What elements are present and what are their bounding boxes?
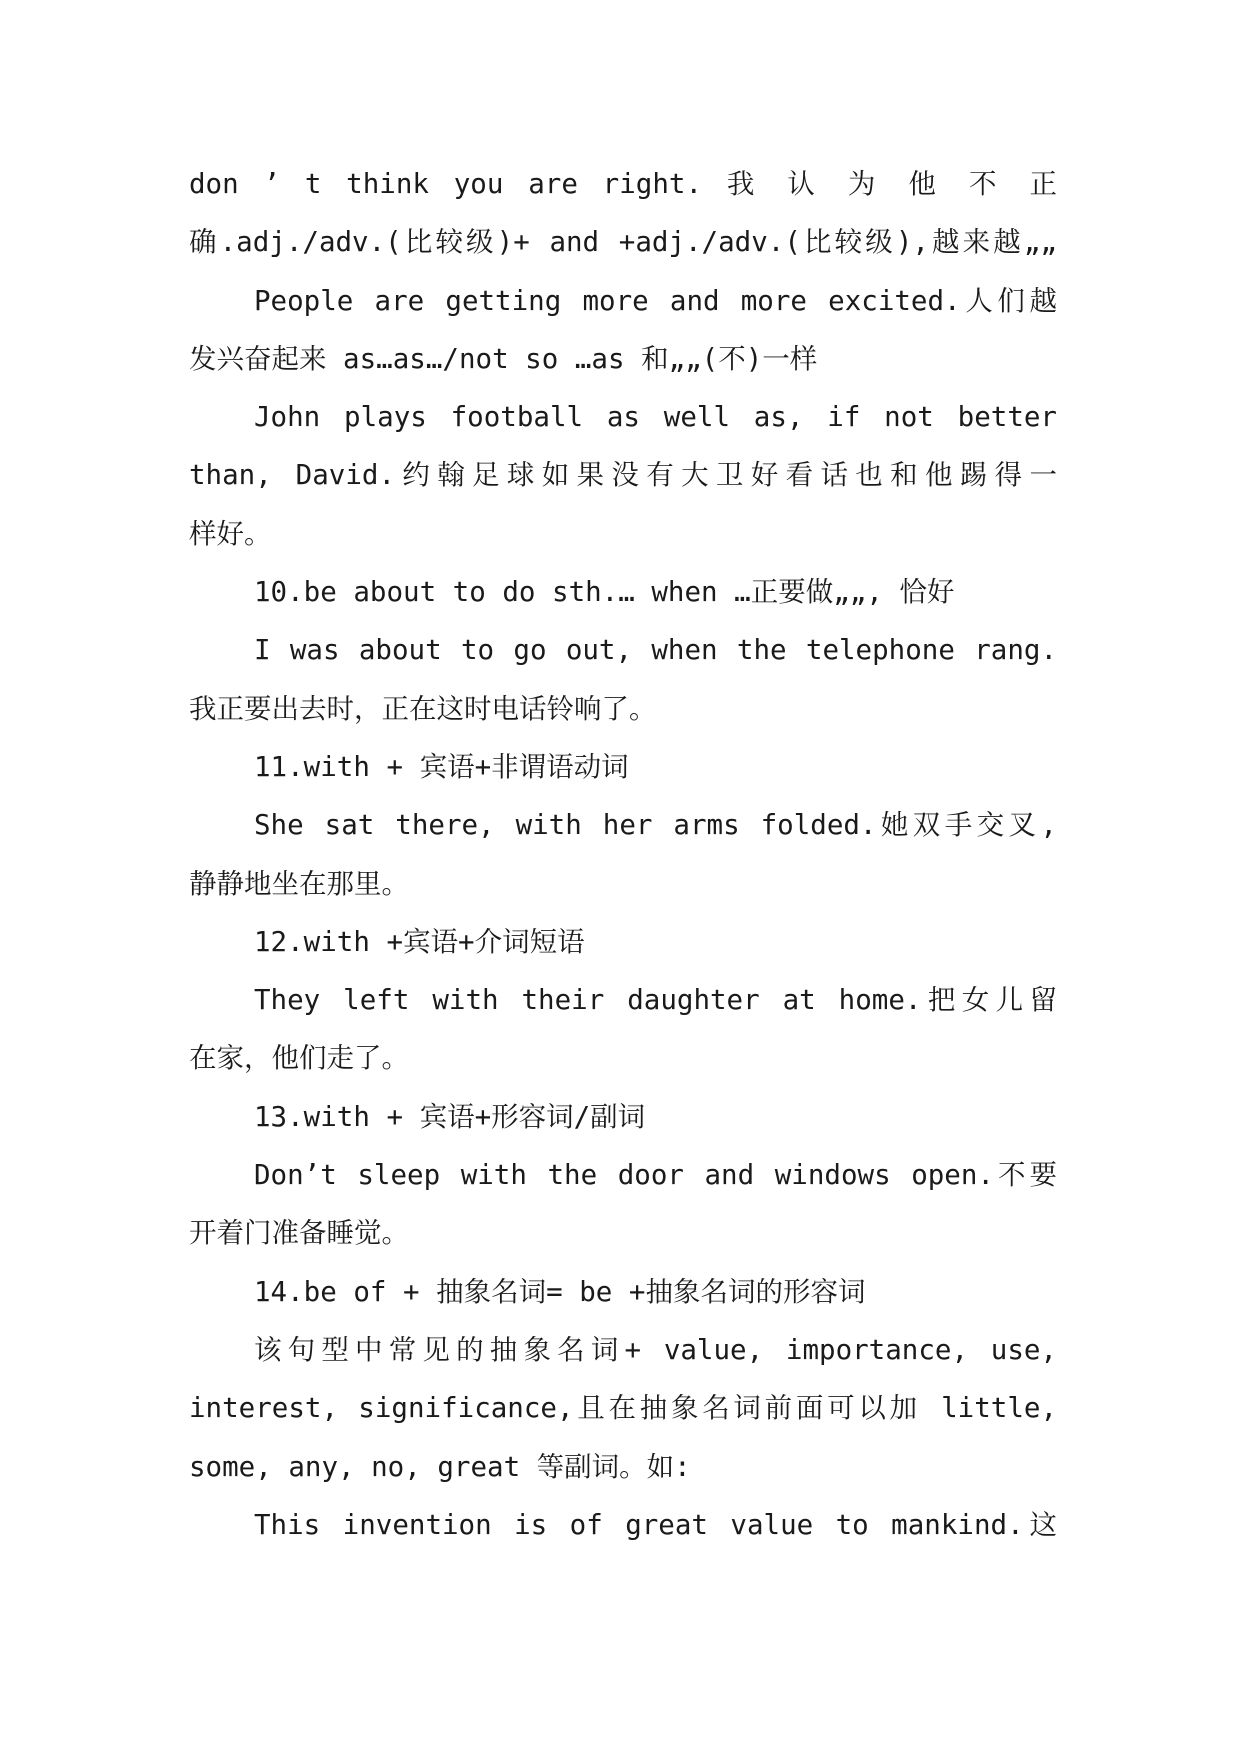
text-line: don ’ t think you are right. 我 认 为 他 不 正 <box>189 168 1057 200</box>
text-line: 14.be of + 抽象名词= be +抽象名词的形容词 <box>254 1275 866 1308</box>
text-line: People are getting more and more excited.人们越 <box>254 284 1057 317</box>
text-line: Don’t sleep with the door and windows open.不要 <box>254 1159 1057 1192</box>
text-line: 11.with + 宾语+非谓语动词 <box>254 750 629 783</box>
text-line: some, any, no, great 等副词。如: <box>189 1450 691 1483</box>
text-line: This invention is of great value to mankind.这 <box>254 1508 1057 1541</box>
text-line: interest, significance,且在抽象名词前面可以加 little, <box>189 1392 1057 1425</box>
text-line: I was about to go out, when the telephone rang. <box>254 634 1057 667</box>
text-line: They left with their daughter at home.把女儿留 <box>254 984 1057 1017</box>
text-line: 12.with +宾语+介词短语 <box>254 925 585 958</box>
text-line: 样好。 <box>189 517 272 550</box>
text-line: 我正要出去时，正在这时电话铃响了。 <box>189 692 657 725</box>
text-line: than, David.约翰足球如果没有大卫好看话也和他踢得一 <box>189 459 1057 492</box>
document-page <box>189 155 1057 1554</box>
text-line: 该句型中常见的抽象名词+ value, importance, use, <box>254 1333 1057 1366</box>
text-line: 静静地坐在那里。 <box>189 867 409 900</box>
text-line: 开着门准备睡觉。 <box>189 1217 409 1250</box>
text-line: 在家，他们走了。 <box>189 1042 409 1075</box>
text-line: 确.adj./adv.(比较级)+ and +adj./adv.(比较级),越来越„„ <box>189 226 1057 259</box>
text-line: She sat there, with her arms folded.她双手交叉, <box>254 809 1057 842</box>
text-line: John plays football as well as, if not better <box>254 401 1057 434</box>
text-line: 10.be about to do sth.… when …正要做„„, 恰好 <box>254 576 955 609</box>
text-line: 13.with + 宾语+形容词/副词 <box>254 1100 646 1133</box>
text-line: 发兴奋起来 as…as…/not so …as 和„„(不)一样 <box>189 342 818 375</box>
